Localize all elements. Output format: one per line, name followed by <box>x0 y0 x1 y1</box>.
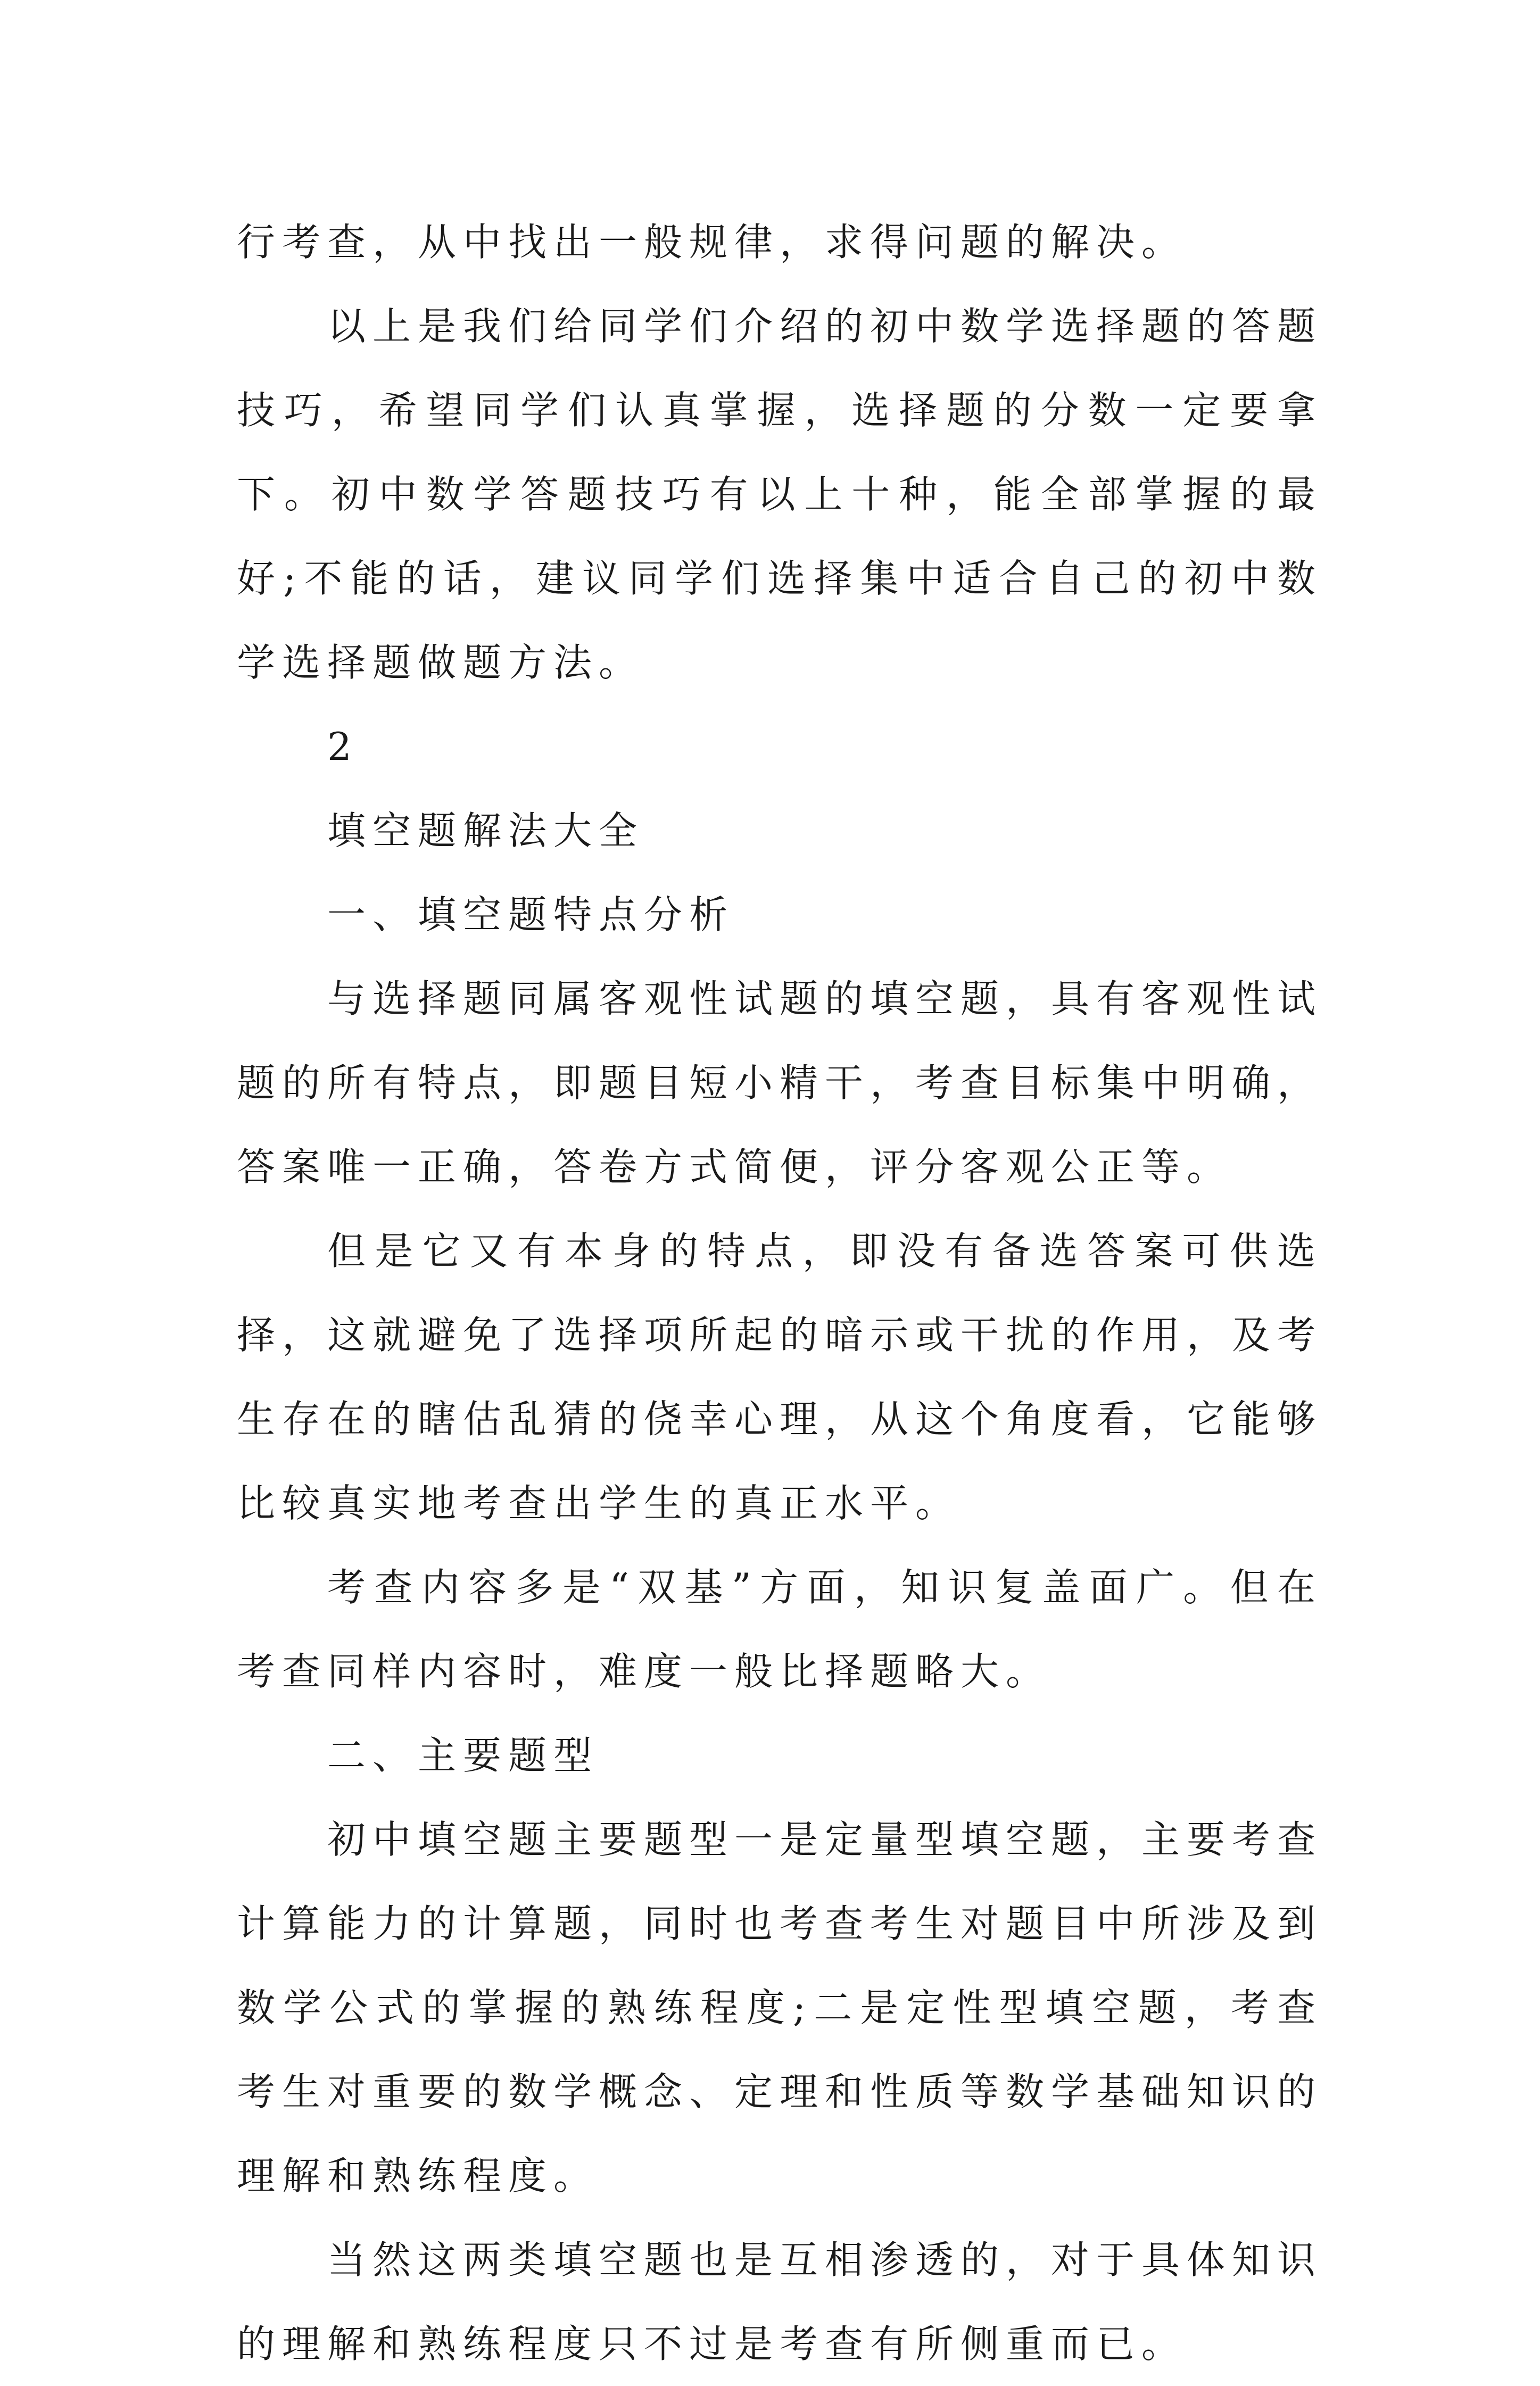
paragraph-summary: 以上是我们给同学们介绍的初中数学选择题的答题技巧，希望同学们认真掌握，选择题的分数一定要拿下。初中数学答题技巧有以上十种，能全部掌握的最好;不能的话，建议同学们选择集中适合自己的初中数学选择题做题方法。 <box>237 304 1323 685</box>
paragraph-content-scope: 考查内容多是“双基”方面，知识复盖面广。但在考查同样内容时，难度一般比择题略大。 <box>237 1565 1322 1694</box>
section-title: 填空题解法大全 <box>327 808 644 853</box>
subsection-heading-2: 二、主要题型 <box>327 1733 599 1778</box>
paragraph-continuation: 行考查，从中找出一般规律，求得问题的解决。 <box>237 220 1187 264</box>
paragraph-conclusion: 当然这两类填空题也是互相渗透的，对于具体知识的理解和熟练程度只不过是考查有所侧重而已。 <box>237 2238 1323 2366</box>
paragraph-question-types: 初中填空题主要题型一是定量型填空题，主要考查计算能力的计算题，同时也考查考生对题目中所涉及到数学公式的掌握的熟练程度;二是定性型填空题，考查考生对重要的数学概念、定理和性质等数学基础知识的理解和熟练程度。 <box>237 1817 1323 2198</box>
paragraph-characteristics: 但是它又有本身的特点，即没有备选答案可供选择，这就避免了选择项所起的暗示或干扰的作用，及考生存在的瞎估乱猜的侥幸心理，从这个角度看，它能够比较真实地考查出学生的真正水平。 <box>237 1229 1323 1526</box>
section-number: 2 <box>327 724 359 769</box>
subsection-heading-1: 一、填空题特点分析 <box>327 892 735 937</box>
document-body <box>237 200 1322 2386</box>
paragraph-features: 与选择题同属客观性试题的填空题，具有客观性试题的所有特点，即题目短小精干，考查目标集中明确，答案唯一正确，答卷方式简便，评分客观公正等。 <box>237 976 1323 1189</box>
